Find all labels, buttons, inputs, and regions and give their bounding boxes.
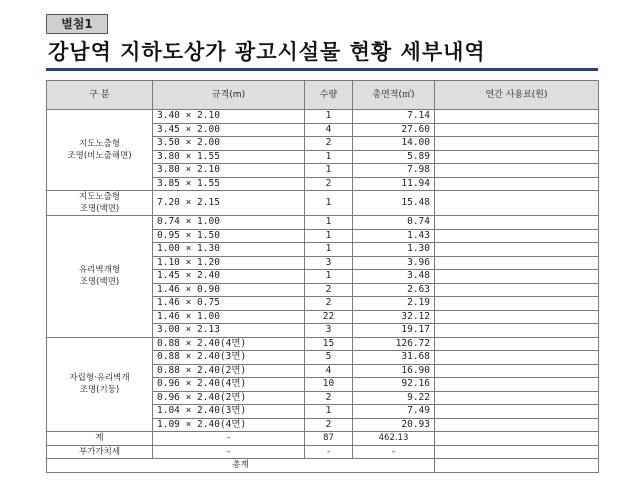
spec-cell: 3.50 × 2.00 [153, 137, 305, 151]
qty-cell: 2 [305, 283, 353, 297]
fee-cell [435, 391, 599, 405]
spec-cell: 1.00 × 1.30 [153, 243, 305, 257]
fee-cell [435, 123, 599, 137]
qty-cell: 1 [305, 405, 353, 419]
qty-cell: 4 [305, 364, 353, 378]
fee-cell [435, 283, 599, 297]
area-cell: 20.93 [353, 418, 435, 432]
qty-cell: 2 [305, 137, 353, 151]
area-cell: 3.96 [353, 256, 435, 270]
fee-cell [435, 191, 599, 216]
spec-cell: 1.04 × 2.40(3면) [153, 405, 305, 419]
qty-cell: 1 [305, 229, 353, 243]
area-cell: 5.89 [353, 150, 435, 164]
subtotal-label: 계 [47, 432, 153, 446]
qty-cell: 1 [305, 164, 353, 178]
qty-cell: 1 [305, 216, 353, 230]
vat-label: 부가가치세 [47, 445, 153, 459]
table-row [47, 110, 599, 124]
qty-cell: 4 [305, 123, 353, 137]
fee-cell [435, 418, 599, 432]
fee-cell [435, 229, 599, 243]
fee-cell [435, 137, 599, 151]
fee-cell [435, 351, 599, 365]
vat-spec: - [153, 445, 305, 459]
area-cell: 0.74 [353, 216, 435, 230]
area-cell: 32.12 [353, 310, 435, 324]
qty-cell: 1 [305, 191, 353, 216]
advertising-facility-table [46, 80, 599, 473]
spec-cell: 1.46 × 0.90 [153, 283, 305, 297]
title-divider [46, 68, 598, 71]
spec-cell: 7.20 × 2.15 [153, 191, 305, 216]
qty-cell: 10 [305, 378, 353, 392]
qty-cell: 1 [305, 150, 353, 164]
attachment-label: 별첨1 [46, 14, 108, 34]
qty-cell: 1 [305, 243, 353, 257]
fee-cell [435, 164, 599, 178]
header-area: 총면적(㎡) [353, 81, 435, 110]
fee-cell [435, 405, 599, 419]
category-cell: 지도노출형 조명(비노출해면) [47, 110, 153, 191]
area-cell: 15.48 [353, 191, 435, 216]
subtotal-area: 462.13 [353, 432, 435, 446]
fee-cell [435, 378, 599, 392]
qty-cell: 5 [305, 351, 353, 365]
area-cell: 7.14 [353, 110, 435, 124]
area-cell: 1.30 [353, 243, 435, 257]
area-cell: 3.48 [353, 270, 435, 284]
qty-cell: 2 [305, 418, 353, 432]
spec-cell: 0.88 × 2.40(4면) [153, 337, 305, 351]
table-row [47, 337, 599, 351]
table-row [47, 191, 599, 216]
fee-cell [435, 243, 599, 257]
qty-cell: 3 [305, 324, 353, 338]
spec-cell: 3.40 × 2.10 [153, 110, 305, 124]
qty-cell: 1 [305, 110, 353, 124]
fee-cell [435, 177, 599, 191]
qty-cell: 2 [305, 297, 353, 311]
area-cell: 9.22 [353, 391, 435, 405]
spec-cell: 1.10 × 1.20 [153, 256, 305, 270]
subtotal-qty: 87 [305, 432, 353, 446]
subtotal-spec: - [153, 432, 305, 446]
spec-cell: 3.00 × 2.13 [153, 324, 305, 338]
total-label: 총계 [47, 459, 435, 473]
spec-cell: 3.85 × 1.55 [153, 177, 305, 191]
area-cell: 27.60 [353, 123, 435, 137]
qty-cell: 15 [305, 337, 353, 351]
fee-cell [435, 364, 599, 378]
subtotal-fee [435, 432, 599, 446]
category-cell: 유리벽개형 조명(백면) [47, 216, 153, 338]
qty-cell: 3 [305, 256, 353, 270]
qty-cell: 22 [305, 310, 353, 324]
spec-cell: 0.88 × 2.40(2면) [153, 364, 305, 378]
document-title: 강남역 지하도상가 광고시설물 현황 세부내역 [48, 40, 486, 64]
category-cell: 자립형·유리벽개 조명(기둥) [47, 337, 153, 432]
area-cell: 92.16 [353, 378, 435, 392]
area-cell: 2.63 [353, 283, 435, 297]
header-spec: 규격(m) [153, 81, 305, 110]
spec-cell: 0.96 × 2.40(4면) [153, 378, 305, 392]
fee-cell [435, 310, 599, 324]
area-cell: 126.72 [353, 337, 435, 351]
spec-cell: 1.46 × 0.75 [153, 297, 305, 311]
spec-cell: 3.80 × 2.10 [153, 164, 305, 178]
fee-cell [435, 270, 599, 284]
fee-cell [435, 150, 599, 164]
area-cell: 14.00 [353, 137, 435, 151]
area-cell: 31.68 [353, 351, 435, 365]
total-row [47, 459, 599, 473]
header-fee: 연간 사용료(원) [435, 81, 599, 110]
vat-row [47, 445, 599, 459]
total-fee [435, 459, 599, 473]
spec-cell: 3.45 × 2.00 [153, 123, 305, 137]
subtotal-row [47, 432, 599, 446]
fee-cell [435, 297, 599, 311]
table-header-row [47, 81, 599, 110]
spec-cell: 0.74 × 1.00 [153, 216, 305, 230]
qty-cell: 2 [305, 177, 353, 191]
vat-fee [435, 445, 599, 459]
table-body [47, 110, 599, 432]
spec-cell: 3.80 × 1.55 [153, 150, 305, 164]
vat-qty: - [305, 445, 353, 459]
fee-cell [435, 324, 599, 338]
vat-area: - [353, 445, 435, 459]
header-qty: 수량 [305, 81, 353, 110]
area-cell: 7.98 [353, 164, 435, 178]
area-cell: 1.43 [353, 229, 435, 243]
fee-cell [435, 110, 599, 124]
table-row [47, 216, 599, 230]
category-cell: 지도노출형 조명(백면) [47, 191, 153, 216]
area-cell: 19.17 [353, 324, 435, 338]
spec-cell: 1.46 × 1.00 [153, 310, 305, 324]
spec-cell: 1.09 × 2.40(4면) [153, 418, 305, 432]
spec-cell: 1.45 × 2.40 [153, 270, 305, 284]
fee-cell [435, 337, 599, 351]
spec-cell: 0.96 × 2.40(2면) [153, 391, 305, 405]
spec-cell: 0.88 × 2.40(3면) [153, 351, 305, 365]
fee-cell [435, 216, 599, 230]
area-cell: 11.94 [353, 177, 435, 191]
qty-cell: 2 [305, 391, 353, 405]
qty-cell: 1 [305, 270, 353, 284]
spec-cell: 0.95 × 1.50 [153, 229, 305, 243]
header-category: 구 분 [47, 81, 153, 110]
area-cell: 16.90 [353, 364, 435, 378]
area-cell: 7.49 [353, 405, 435, 419]
fee-cell [435, 256, 599, 270]
area-cell: 2.19 [353, 297, 435, 311]
